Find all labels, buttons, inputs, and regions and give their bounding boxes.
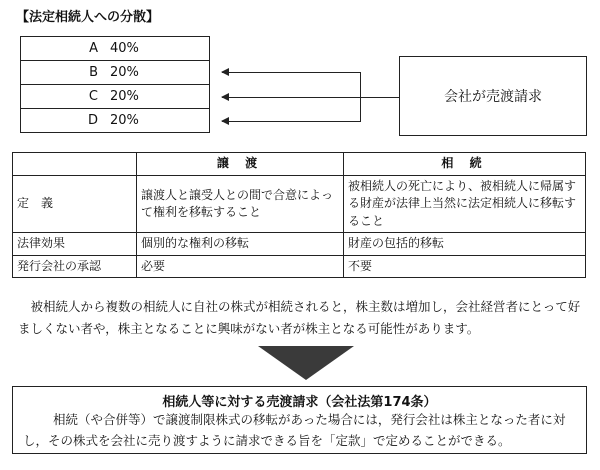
inherit-cell: 財産の包括的移転 — [344, 233, 586, 255]
transfer-cell: 必要 — [137, 255, 344, 277]
section-title: 【法定相続人への分散】 — [16, 10, 160, 25]
heir-share: 20% — [110, 89, 139, 104]
heir-row-c — [21, 85, 209, 109]
arrow-to-d — [222, 121, 360, 122]
inherit-cell: 不要 — [344, 255, 586, 277]
explanation-paragraph: 被相続人から複数の相続人に自社の株式が相続されると，株主数は増加し，会社経営者にとって好ましくない者や，株主となることに興味がない者が株主となる可能性があります。 — [18, 299, 581, 336]
rule-body: 相続（や合併等）で譲渡制限株式の移転があった場合には，発行会社は株主となった者に対し，その株式を会社に売り渡すように請求できる旨を「定款」で定めることができる。 — [23, 412, 566, 449]
heir-row-a — [21, 37, 209, 61]
down-arrow-icon — [258, 346, 354, 380]
heir-share: 20% — [110, 113, 139, 128]
heir-share: 20% — [110, 65, 139, 80]
table-header-row — [13, 153, 586, 176]
heir-name: D — [87, 113, 98, 128]
transfer-cell: 個別的な権利の移転 — [137, 233, 344, 255]
heir-share: 40% — [110, 41, 139, 56]
header-empty — [13, 153, 137, 176]
rule-title: 相続人等に対する売渡請求（会社法第174条） — [162, 395, 437, 410]
rule-box — [12, 386, 587, 454]
connector-line — [360, 72, 361, 122]
table-row — [13, 233, 586, 255]
heir-name: B — [89, 65, 98, 80]
header-inherit: 相 続 — [344, 153, 586, 176]
inherit-cell: 被相続人の死亡により、被相続人に帰属する財産が法律上当然に法定相続人に移転すること — [344, 176, 586, 233]
comparison-table — [12, 152, 586, 278]
row-label: 定 義 — [13, 176, 137, 233]
header-transfer: 譲 渡 — [137, 153, 344, 176]
heir-name: A — [89, 41, 98, 56]
arrow-to-b — [222, 72, 360, 73]
row-label: 発行会社の承認 — [13, 255, 137, 277]
company-sale-request-box: 会社が売渡請求 — [399, 56, 587, 136]
arrow-to-c — [222, 97, 399, 98]
heir-name: C — [88, 89, 98, 104]
heir-row-b — [21, 61, 209, 85]
table-row — [13, 255, 586, 277]
transfer-cell: 譲渡人と譲受人との間で合意によって権利を移転すること — [137, 176, 344, 233]
heir-row-d — [21, 109, 209, 132]
table-row — [13, 176, 586, 233]
row-label: 法律効果 — [13, 233, 137, 255]
heir-share-list — [20, 36, 210, 133]
